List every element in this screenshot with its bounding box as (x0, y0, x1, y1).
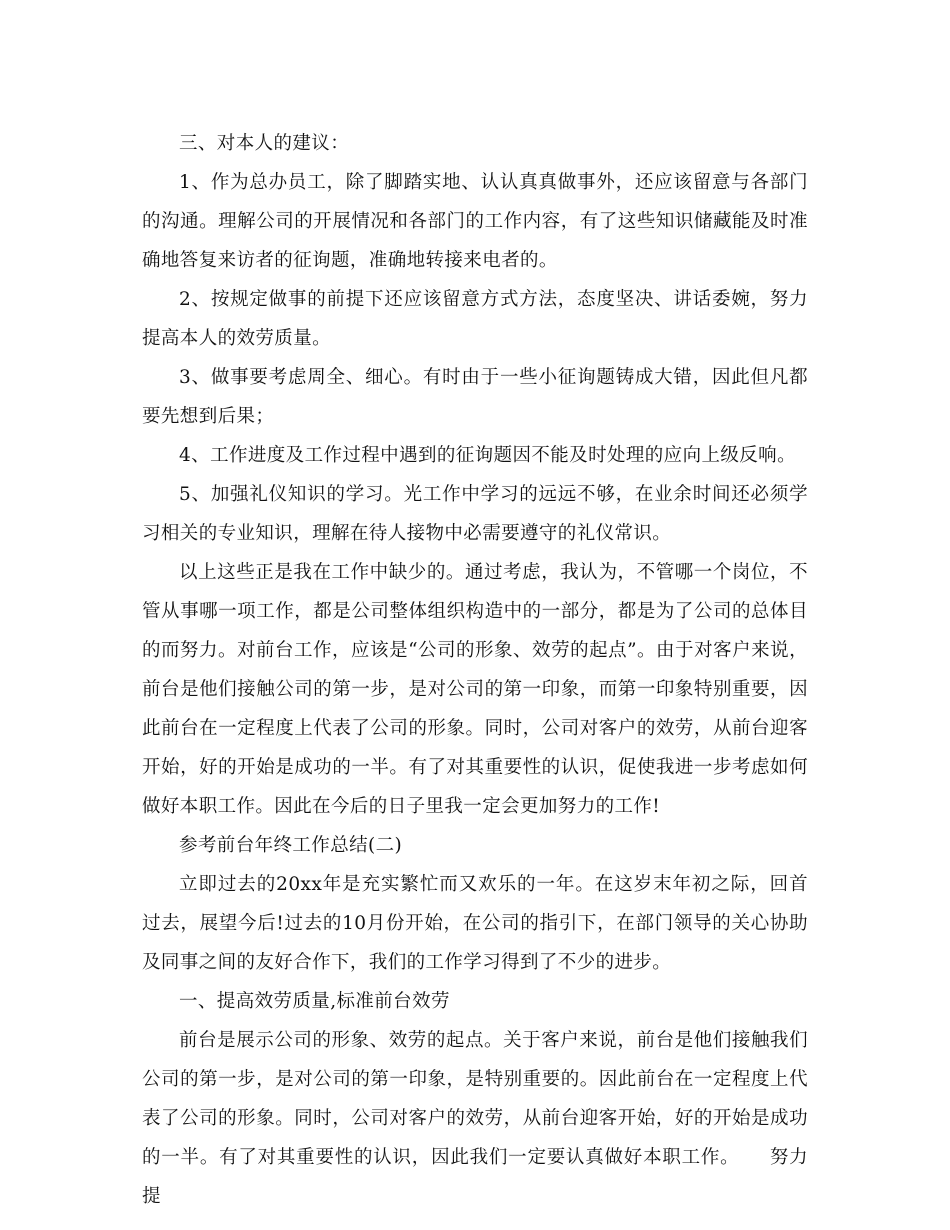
section-heading-suggestions: 三、对本人的建议： (179, 133, 350, 154)
suggestion-item-3: 3、做事要考虑周全、细心。有时由于一些小征询题铸成大错，因此但凡都要先想到后果； (142, 367, 808, 427)
service-paragraph-body: 前台是展示公司的形象、效劳的起点。关于客户来说，前台是他们接触我们公司的第一步，是对公司的第一印象，是特别重要的。因此前台在一定程度上代表了公司的形象。同时，公司对客户的效劳，从前台迎客开始，好的开始是成功的一半。有了对其重要性的认识，因此我们一定要认真做好本职工作。 (142, 1030, 808, 1168)
suggestion-item-5: 5、加强礼仪知识的学习。光工作中学习的远远不够，在业余时间还必须学习相关的专业知识，理解在待人接物中必需要遵守的礼仪常识。 (142, 484, 808, 544)
suggestion-item-1: 1、作为总办员工，除了脚踏实地、认认真真做事外，还应该留意与各部门的沟通。理解公司的开展情况和各部门的工作内容，有了这些知识储藏能及时准确地答复来访者的征询题，准确地转接来电者的。 (142, 172, 808, 271)
suggestion-item-4: 4、工作进度及工作过程中遇到的征询题因不能及时处理的应向上级反响。 (179, 445, 796, 466)
intro-paragraph: 立即过去的20xx年是充实繁忙而又欢乐的一年。在这岁末年初之际，回首过去，展望今后!过去的10月份开始，在公司的指引下，在部门领导的关心协助及同事之间的友好合作下，我们的工作学习得到了不少的进步。 (142, 874, 808, 973)
document-subtitle: 参考前台年终工作总结(二) (179, 835, 403, 856)
section-heading-service-quality: 一、提高效劳质量,标准前台效劳 (179, 991, 450, 1012)
service-paragraph (142, 1021, 808, 1216)
summary-paragraph: 以上这些正是我在工作中缺少的。通过考虑，我认为，不管哪一个岗位，不管从事哪一项工作，都是公司整体组织构造中的一部分，都是为了公司的总体目的而努力。对前台工作，应该是“公司的形象、效劳的起点”。由于对客户来说，前台是他们接触公司的第一步，是对公司的第一印象，而第一印象特别重要，因此前台在一定程度上代表了公司的形象。同时，公司对客户的效劳，从前台迎客开始，好的开始是成功的一半。有了对其重要性的认识，促使我进一步考虑如何做好本职工作。因此在今后的日子里我一定会更加努力的工作! (142, 562, 808, 817)
suggestion-item-2: 2、按规定做事的前提下还应该留意方式方法，态度坚决、讲话委婉，努力提高本人的效劳质量。 (142, 289, 808, 349)
document-body (142, 124, 808, 1216)
service-paragraph-tail: 努力提 (142, 1147, 808, 1207)
